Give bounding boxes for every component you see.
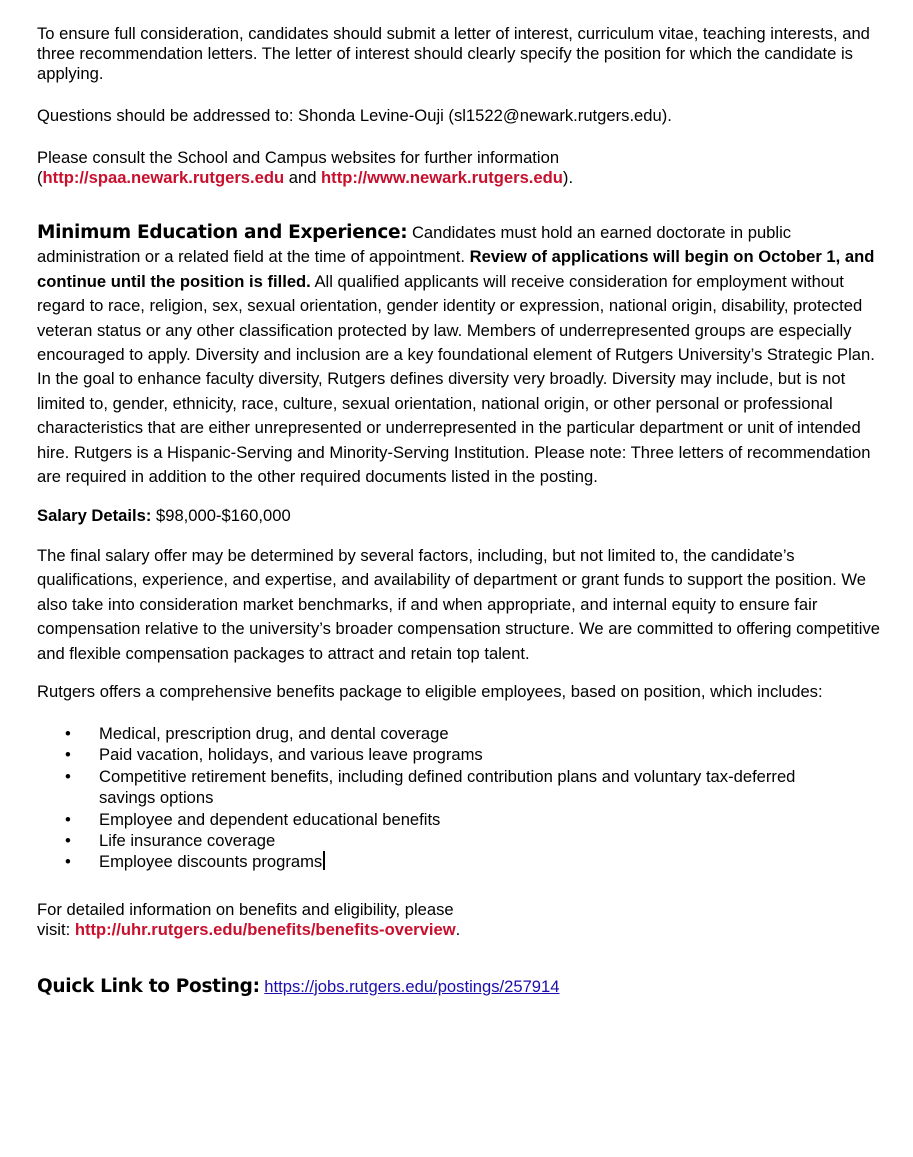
list-item: • Employee and dependent educational benefits: [65, 809, 441, 829]
benefits-list: [37, 723, 882, 873]
benefits-detail: [37, 900, 882, 940]
document-page: [37, 24, 882, 999]
quick-link-section: [37, 975, 882, 999]
benefits-period: .: [455, 919, 461, 939]
minimum-text-1: Candidates must hold an earned doctorate in public administration or a related field at the time of appointment.: [37, 223, 792, 267]
consult-text: Please consult the School and Campus websites for further information: [37, 148, 560, 167]
salary-label: Salary Details:: [37, 506, 152, 526]
spaa-link[interactable]: http://spaa.newark.rutgers.edu: [42, 168, 285, 187]
list-item: • Competitive retirement benefits, including defined contribution plans and voluntary tax-deferred savings options: [65, 766, 796, 808]
bullet-icon: •: [65, 723, 71, 743]
benefits-overview-link[interactable]: http://uhr.rutgers.edu/benefits/benefits-overview: [74, 919, 456, 939]
list-item: • Medical, prescription drug, and dental coverage: [65, 723, 449, 743]
benefits-intro: Rutgers offers a comprehensive benefits package to eligible employees, based on position, which includes:: [37, 681, 823, 701]
list-item: • Paid vacation, holidays, and various leave programs: [65, 745, 483, 765]
minimum-text-2: All qualified applicants will receive consideration for employment without regard to race, religion, sex, sexual orientation, gender identity or expression, national origin, disability, protected veteran status or any other classification protected by law. Members of underrepresented groups are especially encouraged to apply. Diversity and inclusion are a key foundational element of Rutgers University’s Strategic Plan. In the goal to enhance faculty diversity, Rutgers defines diversity very broadly. Diversity may include, but is not limited to, gender, ethnicity, race, culture, sexual orientation, national origin, or other personal or professional characteristics that are either unrepresented or underrepresented in the particular department or unit of intended hire. Rutgers is a Hispanic-Serving and Minority-Serving Institution. Please note: Three letters of recommendation are required in addition to the other required documents listed in the posting.: [37, 271, 875, 487]
benefits-visit-text: visit:: [37, 919, 75, 939]
questions-contact: Questions should be addressed to: Shonda Levine-Ouji (sl1522@newark.rutgers.edu).: [37, 106, 672, 125]
salary-details: [37, 504, 882, 528]
salary-paragraph: The final salary offer may be determined by several factors, including, but not limited to, the candidate’s qualifications, experience, and expertise, and availability of department or grant funds to support the position. We also take into consideration market benchmarks, if and when appropriate, and internal equity to ensure fair compensation relative to the university’s broader compensation structure. We are committed to offering competitive and flexible compensation packages to attract and retain top talent.: [37, 545, 881, 663]
bullet-icon: •: [65, 766, 71, 786]
consult-close: ).: [562, 168, 574, 187]
review-notice: Review of applications will begin on October 1, and continue until the position is filled.: [37, 247, 875, 291]
minimum-education-heading: Minimum Education and Experience:: [37, 222, 408, 243]
salary-value: $98,000-$160,000: [151, 506, 291, 526]
list-item: • Employee discounts programs: [37, 851, 882, 872]
bullet-icon: •: [65, 852, 71, 872]
bullet-icon: •: [65, 830, 71, 850]
bullet-icon: •: [65, 809, 71, 829]
consult-paragraph: [37, 148, 882, 188]
minimum-education-paragraph: [37, 221, 882, 489]
intro-paragraph: To ensure full consideration, candidates should submit a letter of interest, curriculum vitae, teaching interests, and three recommendation letters. The letter of interest should clearly specify the position for which the candidate is applying.: [37, 24, 870, 83]
bullet-icon: •: [65, 745, 71, 765]
consult-open: (: [37, 168, 43, 187]
posting-link[interactable]: https://jobs.rutgers.edu/postings/257914: [264, 976, 560, 996]
newark-link[interactable]: http://www.newark.rutgers.edu: [321, 168, 563, 187]
list-item: • Life insurance coverage: [65, 830, 276, 850]
quick-link-label: Quick Link to Posting:: [37, 975, 260, 997]
benefits-detail-text: For detailed information on benefits and eligibility, please: [37, 899, 454, 919]
text-cursor: [323, 851, 325, 870]
consult-and: and: [284, 168, 322, 187]
